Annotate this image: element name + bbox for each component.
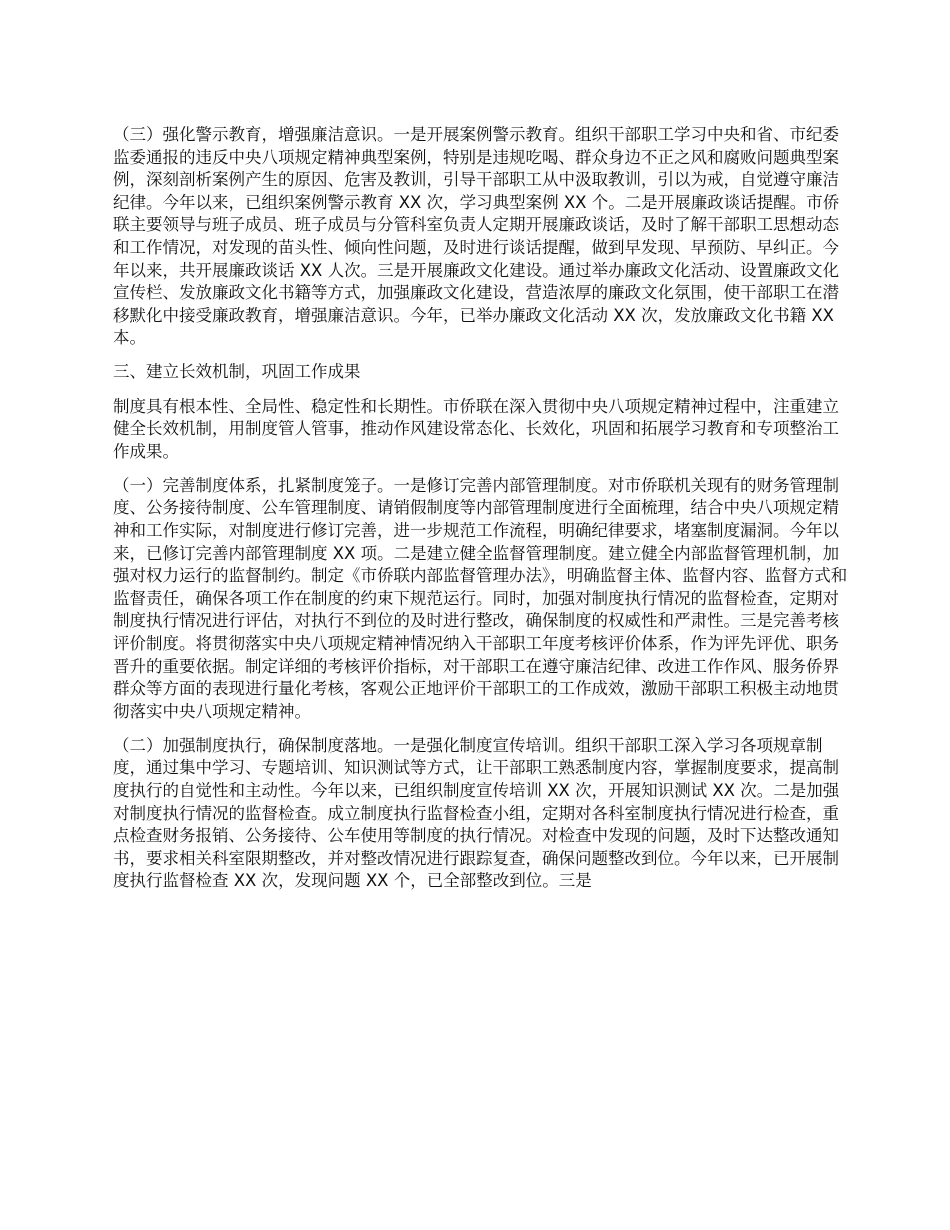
paragraph-mechanism-intro: 制度具有根本性、全局性、稳定性和长期性。市侨联在深入贯彻中央八项规定精神过程中，注重建立健全长效机制，用制度管人管事，推动作风建设常态化、长效化，巩固和拓展学习教育和专项整治工作成果。 [113,396,839,461]
document-body [113,124,855,905]
section-heading-long-term-mechanism: 三、建立长效机制，巩固工作成果 [113,362,361,382]
paragraph-improve-system: （一）完善制度体系，扎紧制度笼子。一是修订完善内部管理制度。对市侨联机关现有的财务管理制度、公务接待制度、公车管理制度、请销假制度等内部管理制度进行全面梳理，结合中央八项规定精神和工作实际，对制度进行修订完善，进一步规范工作流程，明确纪律要求，堵塞制度漏洞。今年以来，已修订完善内部管理制度 XX 项。二是建立健全监督管理制度。建立健全内部监督管理机制，加强对权力运行的监督制约。制定《市侨联内部监督管理办法》，明确监督主体、监督内容、监督方式和监督责任，确保各项工作在制度的约束下规范运行。同时，加强对制度执行情况的监督检查，定期对制度执行情况进行评估，对执行不到位的及时进行整改，确保制度的权威性和严肃性。三是完善考核评价制度。将贯彻落实中央八项规定精神情况纳入干部职工年度考核评价体系，作为评先评优、职务晋升的重要依据。制定详细的考核评价指标，对干部职工在遵守廉洁纪律、改进工作作风、服务侨界群众等方面的表现进行量化考核，客观公正地评价干部职工的工作成效，激励干部职工积极主动地贯彻落实中央八项规定精神。 [113,475,848,721]
paragraph-enforce-system: （二）加强制度执行，确保制度落地。一是强化制度宣传培训。组织干部职工深入学习各项规章制度，通过集中学习、专题培训、知识测试等方式，让干部职工熟悉制度内容，掌握制度要求，提高制度执行的自觉性和主动性。今年以来，已组织制度宣传培训 XX 次，开展知识测试 XX 次。二是加强对制度执行情况的监督检查。成立制度执行监督检查小组，定期对各科室制度执行情况进行检查，重点检查财务报销、公务接待、公车使用等制度的执行情况。对检查中发现的问题，及时下达整改通知书，要求相关科室限期整改，并对整改情况进行跟踪复查，确保问题整改到位。今年以来，已开展制度执行监督检查 XX 次，发现问题 XX 个，已全部整改到位。三是 [113,735,840,891]
paragraph-warning-education: （三）强化警示教育，增强廉洁意识。一是开展案例警示教育。组织干部职工学习中央和省、市纪委监委通报的违反中央八项规定精神典型案例，特别是违规吃喝、群众身边不正之风和腐败问题典型案例，深刻剖析案例产生的原因、危害及教训，引导干部职工从中汲取教训，引以为戒，自觉遵守廉洁纪律。今年以来，已组织案例警示教育 XX 次，学习典型案例 XX 个。二是开展廉政谈话提醒。市侨联主要领导与班子成员、班子成员与分管科室负责人定期开展廉政谈话，及时了解干部职工思想动态和工作情况，对发现的苗头性、倾向性问题，及时进行谈话提醒，做到早发现、早预防、早纠正。今年以来，共开展廉政谈话 XX 人次。三是开展廉政文化建设。通过举办廉政文化活动、设置廉政文化宣传栏、发放廉政文化书籍等方式，加强廉政文化建设，营造浓厚的廉政文化氛围，使干部职工在潜移默化中接受廉政教育，增强廉洁意识。今年，已举办廉政文化活动 XX 次，发放廉政文化书籍 XX 本。 [113,125,840,348]
